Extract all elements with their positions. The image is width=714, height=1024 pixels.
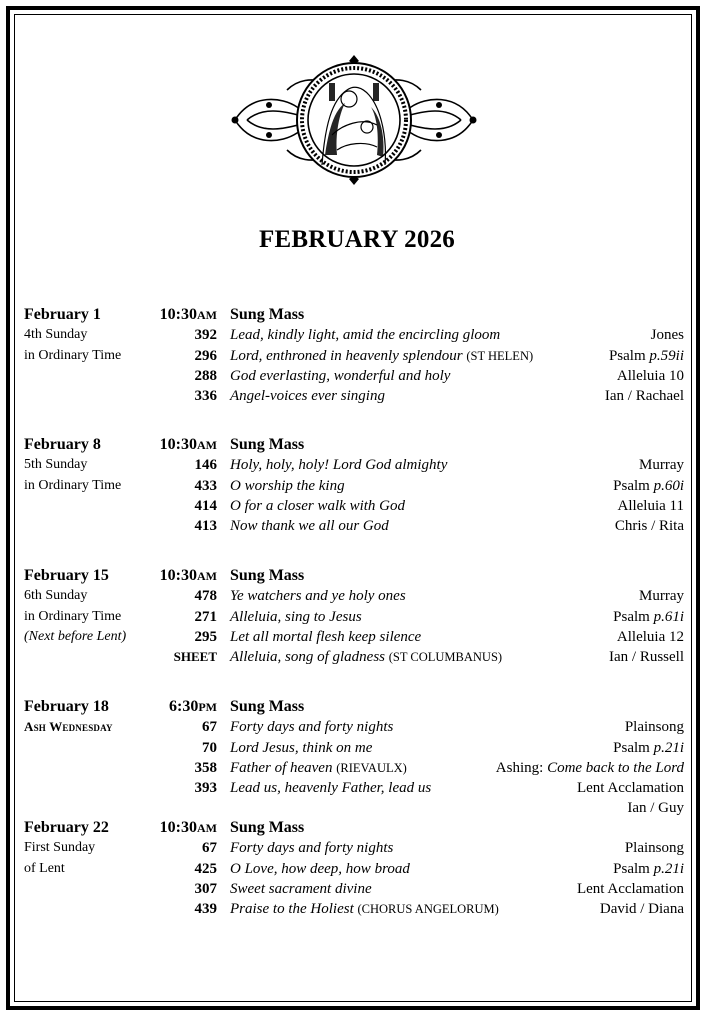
service-time-value: 10:30 <box>159 436 197 453</box>
service-detail-italic: p.21i <box>653 739 684 756</box>
service-detail-text: Plainsong <box>624 719 684 736</box>
service-detail-text: Ian / Rachael <box>604 388 684 405</box>
service-detail <box>639 455 684 475</box>
service-time-suffix: PM <box>198 700 217 714</box>
service-section <box>24 697 684 819</box>
service-detail-text: Lent Acclamation <box>576 880 684 897</box>
hymn-title-cell <box>230 455 447 475</box>
hymn-row <box>24 838 684 858</box>
hymn-title-cell <box>230 859 410 879</box>
service-name: Sung Mass <box>230 819 305 836</box>
service-detail <box>613 859 684 879</box>
service-time <box>160 566 217 586</box>
hymn-row <box>24 627 684 647</box>
liturgical-day-label: First Sunday <box>24 840 96 856</box>
hymn-title: Alleluia, song of gladness <box>230 649 385 666</box>
hymn-title-cell <box>230 496 405 516</box>
hymn-title-cell <box>230 838 393 858</box>
service-detail-italic: p.60i <box>653 477 684 494</box>
service-detail-text: Psalm <box>613 477 654 494</box>
hymn-title: Sweet sacrament divine <box>230 880 372 897</box>
hymn-title: Let all mortal flesh keep silence <box>230 628 422 645</box>
service-detail <box>600 899 684 919</box>
hymn-row <box>24 859 684 879</box>
service-detail <box>627 798 684 818</box>
service-detail-text: Psalm <box>613 608 654 625</box>
liturgical-day-label: 6th Sunday <box>24 588 88 604</box>
service-time-suffix: AM <box>197 308 217 322</box>
hymn-number: 392 <box>194 327 217 344</box>
service-detail <box>577 879 684 899</box>
hymn-number: 295 <box>194 628 217 645</box>
service-header-row <box>24 435 684 455</box>
hymn-row <box>24 899 684 919</box>
hymn-number: 296 <box>194 347 217 364</box>
liturgical-day-label: 5th Sunday <box>24 457 88 473</box>
hymn-title-cell <box>230 758 407 778</box>
hymn-title-cell <box>230 386 385 406</box>
madonna-icon-emblem <box>227 55 481 185</box>
hymn-title: O for a closer walk with God <box>230 497 405 514</box>
hymn-title: Angel-voices ever singing <box>230 388 385 405</box>
hymn-number: 439 <box>194 901 217 918</box>
hymn-row <box>24 516 684 536</box>
service-header-row <box>24 818 684 838</box>
hymn-title: Lead, kindly light, amid the encircling gloom <box>230 327 501 344</box>
hymn-row <box>24 798 684 818</box>
hymn-row <box>24 496 684 516</box>
service-section <box>24 435 684 536</box>
hymn-number: 307 <box>194 880 217 897</box>
hymn-title-cell <box>230 647 502 667</box>
hymn-number: SHEET <box>173 649 217 665</box>
hymn-number: 358 <box>194 759 217 776</box>
service-detail-text: Chris / Rita <box>614 518 684 535</box>
hymn-row <box>24 607 684 627</box>
hymn-title-cell <box>230 366 450 386</box>
service-header-row <box>24 566 684 586</box>
liturgical-day-label: of Lent <box>24 860 65 876</box>
service-detail <box>496 758 684 778</box>
hymn-row <box>24 386 684 406</box>
service-date: February 22 <box>24 819 109 836</box>
hymn-row <box>24 455 684 475</box>
service-detail <box>625 717 684 737</box>
hymn-number: 414 <box>194 497 217 514</box>
service-time <box>169 697 217 717</box>
service-detail-text: Alleluia 12 <box>616 628 684 645</box>
service-section <box>24 305 684 406</box>
service-detail-italic: Come back to the Lord <box>547 759 684 776</box>
hymn-row <box>24 325 684 345</box>
hymn-title-cell <box>230 899 499 919</box>
hymn-number: 478 <box>194 588 217 605</box>
service-detail-italic: p.61i <box>653 608 684 625</box>
service-detail-text: Psalm <box>613 739 654 756</box>
service-detail-text: Jones <box>650 327 684 344</box>
hymn-number: 288 <box>194 367 217 384</box>
hymn-title-cell <box>230 717 393 737</box>
hymn-title-cell <box>230 346 533 366</box>
liturgical-day-label: in Ordinary Time <box>24 347 122 363</box>
hymn-title-cell <box>230 738 372 758</box>
service-detail-text: Lent Acclamation <box>576 780 684 797</box>
liturgical-day-label: 4th Sunday <box>24 327 88 343</box>
liturgical-day-label: in Ordinary Time <box>24 477 122 493</box>
service-time-value: 10:30 <box>159 567 197 584</box>
hymn-row <box>24 346 684 366</box>
hymn-row <box>24 647 684 667</box>
hymn-number: 336 <box>194 388 217 405</box>
hymn-row <box>24 879 684 899</box>
hymn-title-cell <box>230 879 372 899</box>
hymn-number: 393 <box>194 780 217 797</box>
hymn-title: O Love, how deep, how broad <box>230 860 410 877</box>
hymn-title: God everlasting, wonderful and holy <box>230 367 451 384</box>
hymn-row <box>24 717 684 737</box>
service-detail <box>609 647 684 667</box>
hymn-row <box>24 758 684 778</box>
service-detail <box>617 496 684 516</box>
hymn-row <box>24 586 684 606</box>
hymn-title: Ye watchers and ye holy ones <box>230 588 406 605</box>
service-detail-text: Ian / Russell <box>609 649 684 666</box>
service-time-suffix: AM <box>197 821 217 835</box>
hymn-title-cell <box>230 325 500 345</box>
page-title: FEBRUARY 2026 <box>259 226 455 253</box>
hymn-title: Praise to the Holiest <box>230 901 354 918</box>
service-detail-text: Alleluia 11 <box>617 497 684 514</box>
service-detail-text: Ian / Guy <box>627 800 684 817</box>
liturgical-day-label: Ash Wednesday <box>24 719 113 735</box>
hymn-number: 67 <box>202 719 217 736</box>
service-date: February 8 <box>24 436 101 453</box>
hymn-number: 271 <box>194 608 217 625</box>
liturgical-day-label: in Ordinary Time <box>24 608 122 624</box>
service-detail <box>625 838 684 858</box>
hymn-row <box>24 738 684 758</box>
service-time-suffix: AM <box>197 569 217 583</box>
hymn-title-cell <box>230 627 421 647</box>
service-name: Sung Mass <box>230 567 305 584</box>
service-detail-text: David / Diana <box>599 901 684 918</box>
service-time <box>160 305 217 325</box>
service-section <box>24 818 684 919</box>
service-detail-italic: p.59ii <box>649 347 684 364</box>
service-detail-italic: p.21i <box>653 860 684 877</box>
service-detail <box>617 627 684 647</box>
hymn-title: Now thank we all our God <box>230 518 389 535</box>
hymn-tune: (RIEVAULX) <box>336 760 407 775</box>
service-name: Sung Mass <box>230 436 305 453</box>
service-date: February 15 <box>24 567 109 584</box>
service-detail <box>613 476 684 496</box>
hymn-title: Holy, holy, holy! Lord God almighty <box>230 457 448 474</box>
service-detail-text: Plainsong <box>624 840 684 857</box>
service-detail-text: Murray <box>639 457 684 474</box>
hymn-tune: (CHORUS ANGELORUM) <box>357 902 499 917</box>
service-detail <box>609 346 684 366</box>
hymn-number: 413 <box>194 518 217 535</box>
service-date: February 18 <box>24 698 109 715</box>
service-detail <box>613 738 684 758</box>
service-time-value: 10:30 <box>159 306 197 323</box>
hymn-title: Forty days and forty nights <box>230 719 394 736</box>
service-time <box>160 818 217 838</box>
hymn-title-cell <box>230 607 362 627</box>
hymn-title: Lord Jesus, think on me <box>230 739 373 756</box>
hymn-number: 433 <box>194 477 217 494</box>
hymn-title: Lord, enthroned in heavenly splendour <box>230 347 463 364</box>
hymn-number: 146 <box>194 457 217 474</box>
liturgical-day-label: (Next before Lent) <box>24 628 127 644</box>
service-name: Sung Mass <box>230 306 305 323</box>
service-detail-text: Psalm <box>613 860 654 877</box>
hymn-title-cell <box>230 778 431 798</box>
service-detail-text: Murray <box>639 588 684 605</box>
service-detail <box>615 516 684 536</box>
hymn-title: Forty days and forty nights <box>230 840 394 857</box>
service-time <box>160 435 217 455</box>
hymn-number: 425 <box>194 860 217 877</box>
service-time-value: 10:30 <box>159 819 197 836</box>
service-detail <box>613 607 684 627</box>
service-time-value: 6:30 <box>169 698 199 715</box>
hymn-row <box>24 778 684 798</box>
service-detail-text: Psalm <box>608 347 650 364</box>
service-detail <box>617 366 684 386</box>
hymn-title-cell <box>230 476 345 496</box>
hymn-title: Alleluia, sing to Jesus <box>230 608 362 625</box>
hymn-row <box>24 366 684 386</box>
hymn-number: 67 <box>202 840 217 857</box>
service-detail-text: Alleluia 10 <box>616 367 684 384</box>
service-detail-text: Ashing: <box>495 759 548 776</box>
service-header-row <box>24 697 684 717</box>
hymn-title: Lead us, heavenly Father, lead us <box>230 780 432 797</box>
service-detail <box>651 325 684 345</box>
hymn-number: 70 <box>202 739 217 756</box>
hymn-title-cell <box>230 586 406 606</box>
hymn-title: Father of heaven <box>230 759 333 776</box>
service-detail <box>605 386 684 406</box>
service-header-row <box>24 305 684 325</box>
hymn-title: O worship the king <box>230 477 345 494</box>
service-detail <box>639 586 684 606</box>
service-time-suffix: AM <box>197 438 217 452</box>
service-section <box>24 566 684 667</box>
service-name: Sung Mass <box>230 698 305 715</box>
service-detail <box>577 778 684 798</box>
hymn-title-cell <box>230 516 389 536</box>
service-date: February 1 <box>24 306 101 323</box>
hymn-tune: (ST HELEN) <box>466 348 534 363</box>
hymn-tune: (ST COLUMBANUS) <box>388 650 503 665</box>
hymn-row <box>24 476 684 496</box>
